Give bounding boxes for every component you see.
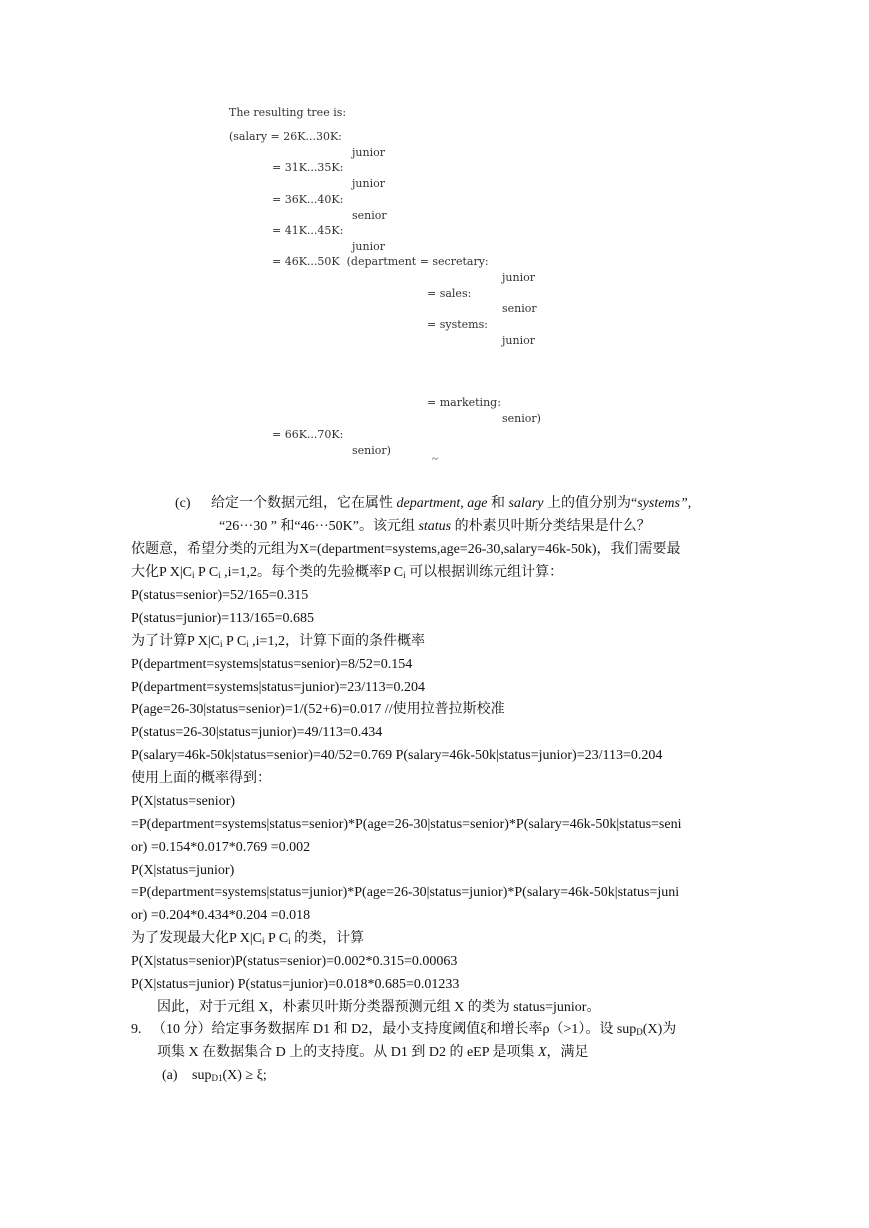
q-text: 的朴素贝叶斯分类结果是什么？ bbox=[451, 519, 651, 534]
answer-line: P(X|status=junior) P(status=junior)=0.018*0.685=0.01233 bbox=[131, 977, 460, 992]
tree-line: = sales: bbox=[427, 287, 472, 300]
tree-line: = systems: bbox=[427, 318, 488, 331]
txt: (X) ≥ ξ; bbox=[222, 1068, 267, 1083]
subscript: i bbox=[288, 936, 291, 946]
txt: P C bbox=[194, 565, 219, 580]
answer-line: or) =0.154*0.017*0.769 =0.002 bbox=[131, 840, 311, 855]
answer-line: P(X|status=senior)P(status=senior)=0.002*0.315=0.00063 bbox=[131, 954, 458, 969]
tree-mark: ~ bbox=[432, 453, 438, 465]
q-text: 和 bbox=[487, 496, 509, 511]
decision-tree-figure bbox=[0, 0, 869, 470]
answer-line: P(age=26-30|status=senior)=1/(52+6)=0.017 //使用拉普拉斯校准 bbox=[131, 702, 505, 717]
answer-line: 使用上面的概率得到： bbox=[131, 771, 271, 786]
subscript: D1 bbox=[211, 1073, 223, 1083]
subscript: i bbox=[262, 936, 265, 946]
part-c-question-line1 bbox=[211, 495, 691, 513]
q-attr-status: status bbox=[418, 519, 452, 534]
itemset-x: X bbox=[537, 1045, 547, 1060]
subscript: i bbox=[192, 570, 195, 580]
answer-line: P(department=systems|status=junior)=23/113=0.204 bbox=[131, 680, 426, 695]
q-attr-department: department bbox=[396, 496, 461, 511]
txt: ,i=1,2，计算下面的条件概率 bbox=[248, 634, 425, 649]
txt: (X)为 bbox=[642, 1022, 677, 1037]
tree-line: = 41K...45K: bbox=[272, 224, 344, 237]
answer-line: 依题意，希望分类的元组为X=(department=systems,age=26-30,salary=46k-50k)，我们需要最 bbox=[131, 542, 681, 557]
tree-line: junior bbox=[352, 177, 385, 190]
answer-line: P(salary=46k-50k|status=senior)=40/52=0.769 P(salary=46k-50k|status=junior)=23/113=0.204 bbox=[131, 748, 663, 763]
tree-line: junior bbox=[502, 334, 535, 347]
q9-line2 bbox=[157, 1044, 589, 1062]
txt: 的类，计算 bbox=[290, 931, 365, 946]
txt: （10 分）给定事务数据库 D1 和 D2，最小支持度阈值ξ和增长率ρ（>1）。设 sup bbox=[152, 1022, 637, 1037]
q-text: 上的值分别为“ bbox=[543, 496, 638, 511]
txt: 为了发现最大化P X|C bbox=[131, 931, 263, 946]
part-c-label: (c) bbox=[175, 496, 191, 511]
tree-line: (salary = 26K...30K: bbox=[229, 130, 342, 143]
q-value-systems: systems”, bbox=[637, 496, 692, 511]
subscript: i bbox=[403, 570, 406, 580]
answer-line: P(X|status=senior) bbox=[131, 794, 236, 809]
answer-line: P(status=26-30|status=junior)=49/113=0.434 bbox=[131, 725, 383, 740]
answer-line: =P(department=systems|status=junior)*P(age=26-30|status=junior)*P(salary=46k-50k|status=juni bbox=[131, 885, 680, 900]
txt: 项集 X 在数据集合 D 上的支持度。从 D1 到 D2 的 eEP 是项集 bbox=[157, 1045, 538, 1060]
subscript: D bbox=[636, 1027, 643, 1037]
answer-line: P(status=senior)=52/165=0.315 bbox=[131, 588, 309, 603]
txt: ,i=1,2。每个类的先验概率P C bbox=[220, 565, 404, 580]
q9-a-text bbox=[192, 1067, 267, 1087]
txt: P C bbox=[264, 931, 289, 946]
tree-line: junior bbox=[502, 271, 535, 284]
q-attr-salary: salary bbox=[508, 496, 544, 511]
answer-line: or) =0.204*0.434*0.204 =0.018 bbox=[131, 908, 311, 923]
tree-line: junior bbox=[352, 146, 385, 159]
answer-line bbox=[131, 633, 425, 653]
txt: ，满足 bbox=[546, 1045, 589, 1060]
q-text: , bbox=[460, 496, 468, 511]
txt: P C bbox=[222, 634, 247, 649]
tree-line: senior bbox=[502, 302, 537, 315]
tree-line: = 66K...70K: bbox=[272, 428, 344, 441]
q9-number: 9. bbox=[131, 1022, 142, 1037]
part-c-question-line2 bbox=[219, 518, 651, 536]
txt: 大化P X|C bbox=[131, 565, 193, 580]
answer-conclusion: 因此，对于元组 X，朴素贝叶斯分类器预测元组 X 的类为 status=junior。 bbox=[157, 1000, 601, 1015]
answer-line bbox=[131, 930, 364, 950]
answer-line bbox=[131, 564, 563, 584]
q-text: “26···30 ” 和“46···50K”。该元组 bbox=[219, 519, 419, 534]
answer-line: P(X|status=junior) bbox=[131, 863, 235, 878]
tree-line: senior) bbox=[352, 444, 391, 457]
answer-line: P(status=junior)=113/165=0.685 bbox=[131, 611, 314, 626]
txt: sup bbox=[192, 1068, 212, 1083]
q9-a-label: (a) bbox=[162, 1068, 178, 1083]
txt: 可以根据训练元组计算： bbox=[405, 565, 564, 580]
subscript: i bbox=[220, 639, 223, 649]
tree-line: = marketing: bbox=[427, 396, 501, 409]
subscript: i bbox=[246, 639, 249, 649]
answer-line: P(department=systems|status=senior)=8/52=0.154 bbox=[131, 657, 413, 672]
tree-line: = 46K...50K (department = secretary: bbox=[272, 255, 489, 268]
tree-line: senior bbox=[352, 209, 387, 222]
q-attr-age: age bbox=[467, 496, 488, 511]
q-text: 给定一个数据元组，它在属性 bbox=[211, 496, 397, 511]
tree-line: = 36K...40K: bbox=[272, 193, 344, 206]
subscript: i bbox=[218, 570, 221, 580]
answer-line: =P(department=systems|status=senior)*P(age=26-30|status=senior)*P(salary=46k-50k|status=seni bbox=[131, 817, 682, 832]
txt: 为了计算P X|C bbox=[131, 634, 221, 649]
tree-line: senior) bbox=[502, 412, 541, 425]
q9-line1 bbox=[152, 1021, 676, 1041]
tree-line: junior bbox=[352, 240, 385, 253]
tree-line: = 31K...35K: bbox=[272, 161, 344, 174]
tree-heading: The resulting tree is: bbox=[229, 106, 347, 119]
